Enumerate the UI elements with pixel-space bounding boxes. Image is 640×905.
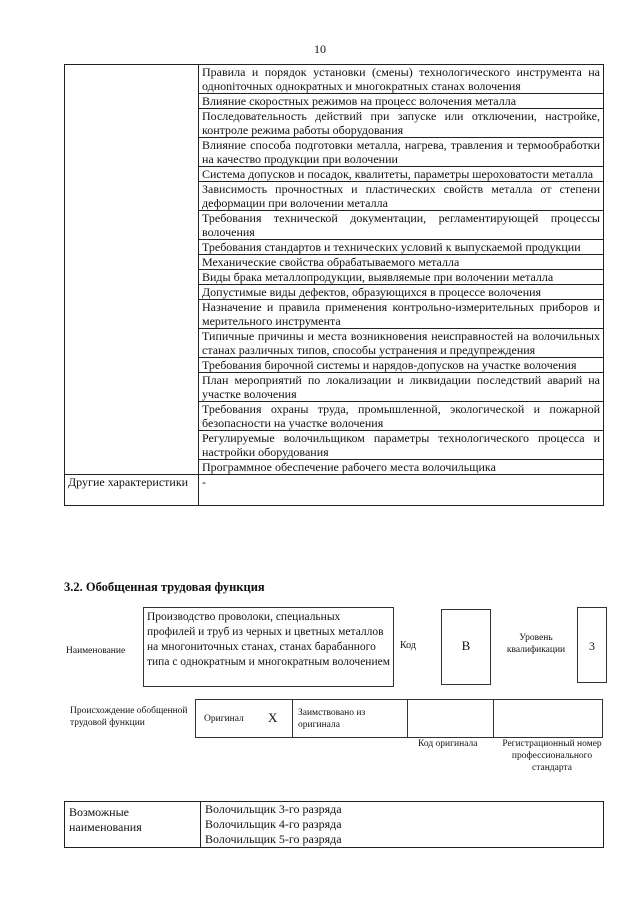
knowledge-item: Правила и порядок установки (смены) технологического инструмента на одноniточных однократных и многократных станах волочения [199, 65, 604, 94]
knowledge-item: Регулируемые волочильщиком параметры технологического процесса и настройки оборудования [199, 431, 604, 460]
other-characteristics-label: Другие характеристики [65, 475, 199, 506]
list-item: Волочильщик 4-го разряда [205, 817, 342, 831]
code-value-box: B [441, 609, 491, 685]
knowledge-item: Типичные причины и места возникновения неисправностей на волочильных станах различных типов, способы устранения и предупреждения [199, 329, 604, 358]
knowledge-table [64, 64, 604, 506]
knowledge-item: Требования технической документации, регламентирующей процессы волочения [199, 211, 604, 240]
knowledge-item: Требования охраны труда, промышленной, экологической и пожарной безопасности на участке волочения [199, 402, 604, 431]
knowledge-item: План мероприятий по локализации и ликвидации последствий аварий на участке волочения [199, 373, 604, 402]
code-original-label: Код оригинала [418, 739, 478, 749]
possible-names-label: Возможные наименования [65, 802, 201, 848]
table-row [65, 802, 604, 848]
page-number: 10 [314, 42, 326, 56]
knowledge-item: Требования бирочной системы и нарядов-допусков на участке волочения [199, 358, 604, 373]
knowledge-item: Виды брака металлопродукции, выявляемые при волочении металла [199, 270, 604, 285]
original-mark: X [268, 710, 278, 725]
other-characteristics-value: - [199, 475, 604, 506]
origin-row [196, 699, 604, 738]
list-item: Волочильщик 3-го разряда [205, 802, 342, 816]
table-row [65, 475, 604, 506]
knowledge-item: Система допусков и посадок, квалитеты, параметры шероховатости металла [199, 167, 604, 182]
knowledge-item: Зависимость прочностных и пластических свойств металла от степени деформации при волочении металла [199, 182, 604, 211]
borrowed-label: Заимствовано из оригинала [298, 708, 366, 730]
knowledge-item: Программное обеспечение рабочего места волочильщика [199, 460, 604, 475]
function-name-box: Производство проволоки, специальных профилей и труб из черных и цветных металлов на многониточных станах, станах барабанного типа с однократным и многократным волочением [143, 607, 394, 687]
knowledge-item: Требования стандартов и технических условий к выпускаемой продукции [199, 240, 604, 255]
level-value-box: 3 [577, 607, 607, 683]
knowledge-item: Механические свойства обрабатываемого металла [199, 255, 604, 270]
section-title: 3.2. Обобщенная трудовая функция [64, 580, 265, 594]
original-cell [195, 699, 293, 738]
table-row [65, 65, 604, 94]
possible-names-table [64, 801, 604, 848]
borrowed-cell [292, 699, 408, 738]
knowledge-label-cell [65, 65, 199, 475]
possible-names-list [201, 802, 604, 848]
name-label: Наименование [66, 646, 126, 656]
original-label: Оригинал [204, 714, 244, 724]
code-original-cell [407, 699, 494, 738]
knowledge-item: Последовательность действий при запуске или отключении, настройке, контроле режима работы оборудования [199, 109, 604, 138]
knowledge-item: Допустимые виды дефектов, образующихся в процессе волочения [199, 285, 604, 300]
list-item: Волочильщик 5-го разряда [205, 832, 342, 846]
reg-number-label: Регистрационный номер профессионального стандарта [502, 739, 602, 773]
origin-label: Происхождение обобщенной трудовой функции [70, 706, 188, 728]
level-label: Уровень квалификации [506, 633, 566, 655]
reg-number-cell [493, 699, 603, 738]
knowledge-item: Влияние скоростных режимов на процесс волочения металла [199, 94, 604, 109]
knowledge-item: Влияние способа подготовки металла, нагрева, травления и термообработки на качество продукции при волочении [199, 138, 604, 167]
knowledge-item: Назначение и правила применения контрольно-измерительных приборов и мерительного инструмента [199, 300, 604, 329]
code-label: Код [400, 640, 416, 651]
